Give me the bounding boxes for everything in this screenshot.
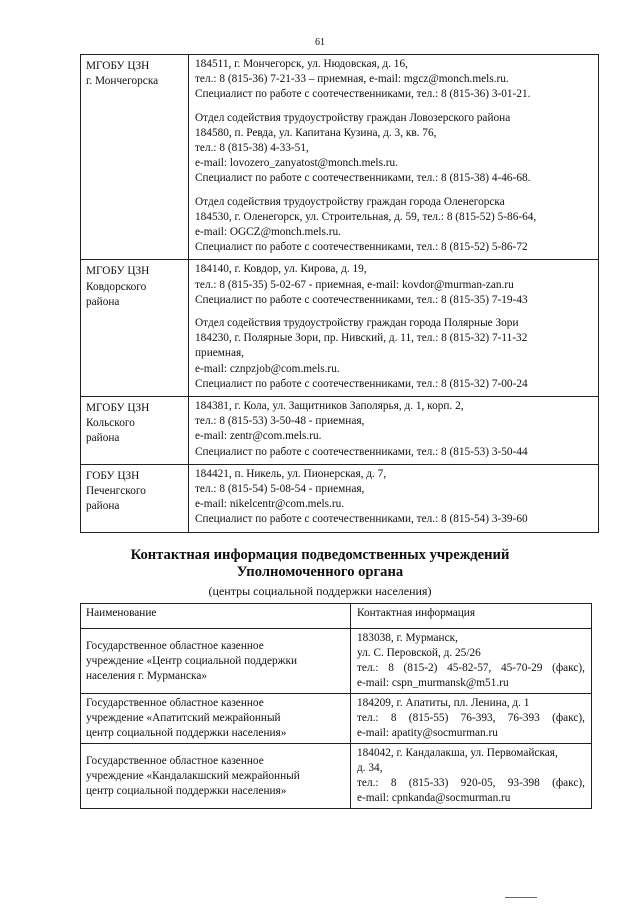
- office-contact-cell: [189, 464, 599, 532]
- contact-line: 184580, п. Ревда, ул. Капитана Кузина, д. 3, кв. 76,: [195, 126, 437, 139]
- contact-line: Специалист по работе с соотечественниками, тел.: 8 (815-32) 7-00-24: [195, 377, 528, 390]
- center-name-line: учреждение «Центр социальной поддержки: [86, 654, 297, 667]
- contact-line: Специалист по работе с соотечественниками, тел.: 8 (815-54) 3-39-60: [195, 513, 528, 526]
- contact-line: тел.: 8 (815-53) 3-50-48 - приемная,: [195, 415, 365, 428]
- center-name-line: населения г. Мурманска»: [86, 669, 208, 682]
- contact-line: e-mail: lovozero_zanyatost@monch.mels.ru.: [195, 157, 399, 170]
- contact-line: 184421, п. Никель, ул. Пионерская, д. 7,: [195, 467, 387, 480]
- office-name-line: МГОБУ ЦЗН: [86, 402, 150, 415]
- contact-line: Отдел содействия трудоустройству граждан города Оленегорска: [195, 195, 505, 208]
- contact-line: Специалист по работе с соотечественниками, тел.: 8 (815-36) 3-01-21.: [195, 88, 531, 101]
- column-header-name: Наименование: [81, 604, 351, 629]
- center-contact-line: 184209, г. Апатиты, пл. Ленина, д. 1: [357, 697, 530, 709]
- section-heading-line: Уполномоченного органа: [236, 564, 404, 580]
- office-name-cell: [81, 55, 189, 260]
- office-name-line: района: [86, 432, 120, 445]
- center-name-line: Государственное областное казенное: [86, 639, 264, 652]
- table-row: [81, 694, 592, 744]
- center-name-line: Государственное областное казенное: [86, 697, 264, 709]
- page-number: 61: [315, 37, 325, 48]
- table-header-row: [81, 604, 592, 629]
- center-contact-line: ул. С. Перовской, д. 25/26: [357, 647, 481, 659]
- contact-line: Отдел содействия трудоустройству граждан города Полярные Зори: [195, 317, 519, 330]
- office-contact-cell: [189, 260, 599, 397]
- center-name-line: центр социальной поддержки населения»: [86, 727, 287, 739]
- table-row: [81, 260, 599, 397]
- office-name-line: МГОБУ ЦЗН: [86, 60, 150, 72]
- table-row: [81, 55, 599, 260]
- center-contact-line: д. 34,: [357, 762, 383, 774]
- contact-line: Специалист по работе с соотечественниками, тел.: 8 (815-38) 4-46-68.: [195, 172, 531, 185]
- column-header-contact: Контактная информация: [351, 604, 592, 629]
- center-contact-line: e-mail: cpnkanda@socmurman.ru: [357, 792, 511, 804]
- office-name-line: Кольского: [86, 417, 135, 430]
- contact-line: Специалист по работе с соотечественниками, тел.: 8 (815-53) 3-50-44: [195, 445, 528, 458]
- office-name-line: района: [86, 295, 120, 308]
- center-name-line: Государственное областное казенное: [86, 754, 264, 767]
- center-contact-line: тел.: 8 (815-2) 45-82-57, 45-70-29 (факс),: [357, 662, 585, 674]
- office-contact-cell: [189, 397, 599, 465]
- contact-block: [195, 467, 594, 528]
- office-name-cell: [81, 397, 189, 465]
- table-row: [81, 629, 592, 694]
- scan-mark: [505, 897, 537, 898]
- table-row: [81, 464, 599, 532]
- contact-line: 184511, г. Мончегорск, ул. Нюдовская, д. 16,: [195, 58, 408, 70]
- center-contact-line: e-mail: apatity@socmurman.ru: [357, 727, 498, 739]
- office-name-cell: [81, 464, 189, 532]
- contact-line: Отдел содействия трудоустройству граждан Ловозерского района: [195, 111, 511, 124]
- center-contact-line: 184042, г. Кандалакша, ул. Первомайская,: [357, 747, 558, 759]
- center-name-cell: [81, 629, 351, 694]
- center-name-cell: [81, 744, 351, 809]
- contact-line: 184140, г. Ковдор, ул. Кирова, д. 19,: [195, 263, 367, 276]
- contact-line: e-mail: cznpzjob@com.mels.ru.: [195, 362, 340, 375]
- contact-line: 184530, г. Оленегорск, ул. Строительная, д. 59, тел.: 8 (815-52) 5-86-64,: [195, 210, 537, 223]
- office-contact-cell: [189, 55, 599, 260]
- social-support-centers-table: [80, 603, 592, 809]
- contact-line: тел.: 8 (815-35) 5-02-67 - приемная, e-mail: kovdor@murman-zan.ru: [195, 278, 514, 291]
- center-contact-line: 183038, г. Мурманск,: [357, 632, 458, 644]
- office-name-line: Ковдорского: [86, 280, 147, 293]
- office-name-line: МГОБУ ЦЗН: [86, 265, 150, 278]
- office-name-line: района: [86, 500, 120, 513]
- section-heading-line: Контактная информация подведомственных учреждений: [130, 547, 510, 563]
- center-name-line: учреждение «Апатитский межрайонный: [86, 712, 281, 724]
- contact-block: [195, 399, 594, 460]
- center-contact-cell: [351, 694, 592, 744]
- center-contact-line: e-mail: cspn_murmansk@m51.ru: [357, 677, 509, 689]
- contact-block: [195, 111, 594, 187]
- table-row: [81, 744, 592, 809]
- center-name-cell: [81, 694, 351, 744]
- center-contact-line: тел.: 8 (815-55) 76-393, 76-393 (факс),: [357, 712, 585, 724]
- contact-block: [195, 316, 594, 392]
- contact-line: Специалист по работе с соотечественниками, тел.: 8 (815-35) 7-19-43: [195, 293, 528, 306]
- contact-line: Специалист по работе с соотечественниками, тел.: 8 (815-52) 5-86-72: [195, 241, 528, 254]
- section-subtitle: (центры социальной поддержки населения): [208, 584, 432, 598]
- center-contact-cell: [351, 629, 592, 694]
- center-contact-cell: [351, 744, 592, 809]
- office-name-line: Печенгского: [86, 485, 146, 498]
- contact-line: e-mail: nikelcentr@com.mels.ru.: [195, 498, 345, 511]
- center-contact-line: тел.: 8 (815-33) 920-05, 93-398 (факс),: [357, 777, 585, 789]
- contact-block: [195, 195, 594, 256]
- office-name-cell: [81, 260, 189, 397]
- office-name-line: г. Мончегорска: [86, 75, 159, 88]
- office-name-line: ГОБУ ЦЗН: [86, 469, 140, 482]
- contact-line: e-mail: OGCZ@monch.mels.ru.: [195, 226, 341, 239]
- table-row: [81, 397, 599, 465]
- contact-line: тел.: 8 (815-36) 7-21-33 – приемная, e-mail: mgcz@monch.mels.ru.: [195, 73, 509, 86]
- contact-line: тел.: 8 (815-54) 5-08-54 - приемная,: [195, 483, 365, 496]
- contact-block: [195, 262, 594, 308]
- section-heading: [0, 547, 640, 581]
- contact-block: [195, 57, 594, 103]
- contact-line: приемная,: [195, 347, 244, 360]
- center-name-line: центр социальной поддержки населения»: [86, 784, 287, 797]
- contact-line: 184381, г. Кола, ул. Защитников Заполярья, д. 1, корп. 2,: [195, 400, 464, 413]
- contact-line: 184230, г. Полярные Зори, пр. Нивский, д. 11, тел.: 8 (815-32) 7-11-32: [195, 332, 528, 345]
- contact-line: e-mail: zentr@com.mels.ru.: [195, 430, 322, 443]
- employment-centers-table: [80, 54, 599, 533]
- center-name-line: учреждение «Кандалакшский межрайонный: [86, 769, 300, 782]
- contact-line: тел.: 8 (815-38) 4-33-51,: [195, 142, 309, 155]
